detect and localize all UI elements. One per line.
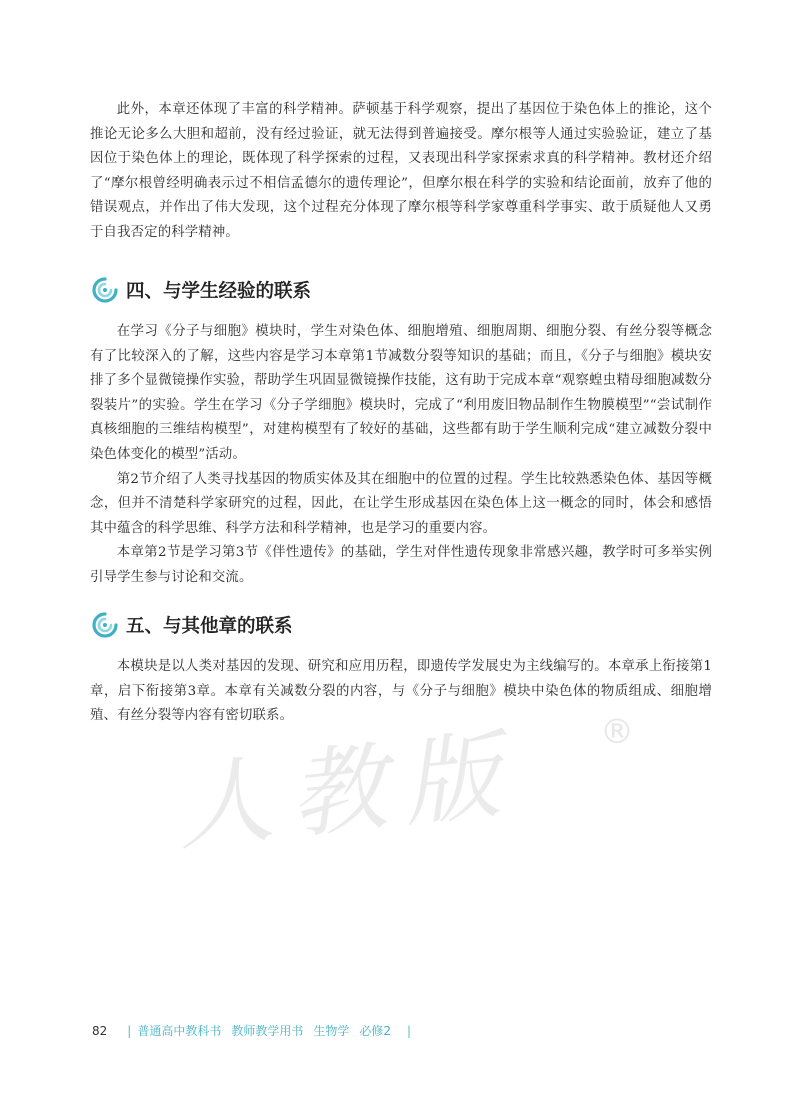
section-4-text	[90, 320, 712, 591]
section-heading-5	[92, 612, 293, 638]
watermark: 人教版	[170, 717, 523, 865]
section-5-text	[90, 655, 712, 729]
footer-crumb: 教师教学用书	[231, 1024, 304, 1038]
footer-crumb: 生物学	[313, 1024, 350, 1038]
section-title: 四、与学生经验的联系	[126, 281, 312, 302]
swirl-icon	[92, 612, 118, 638]
page-number: 82	[92, 1023, 108, 1038]
paragraph: 此外，本章还体现了丰富的科学精神。萨顿基于科学观察，提出了基因位于染色体上的推论，这个推论无论多么大胆和超前，没有经过验证，就无法得到普遍接受。摩尔根等人通过实验验证，建立了基因位于染色体上的理论，既体现了科学探索的过程，又表现出科学家探索求真的科学精神。教材还介绍了“摩尔根曾经明确表示过不相信孟德尔的遗传理论”，但摩尔根在科学的实验和结论面前，放弃了他的错误观点，并作出了伟大发现，这个过程充分体现了摩尔根等科学家尊重科学事实、敢于质疑他人又勇于自我否定的科学精神。	[90, 102, 712, 240]
footer-divider: |	[127, 1023, 132, 1038]
section-heading-4	[92, 277, 311, 303]
watermark-registered-mark: ®	[600, 712, 634, 752]
paragraph: 在学习《分子与细胞》模块时，学生对染色体、细胞增殖、细胞周期、细胞分裂、有丝分裂等概念有了比较深入的了解，这些内容是学习本章第1节减数分裂等知识的基础；而且，《分子与细胞》模块安排了多个显微镜操作实验，帮助学生巩固显微镜操作技能，这有助于完成本章“观察蝗虫精母细胞减数分裂装片”的实验。学生在学习《分子学细胞》模块时，完成了“利用废旧物品制作生物膜模型”“尝试制作真核细胞的三维结构模型”，对建构模型有了较好的基础，这些都有助于学生顺利完成“建立减数分裂中染色体变化的模型”活动。	[90, 324, 712, 462]
page-footer	[92, 1022, 417, 1039]
paragraph: 本模块是以人类对基因的发现、研究和应用历程，即遗传学发展史为主线编写的。本章承上衔接第1章，启下衔接第3章。本章有关减数分裂的内容，与《分子与细胞》模块中染色体的物质组成、细胞增殖、有丝分裂等内容有密切联系。	[90, 659, 712, 724]
footer-crumb: 普通高中教科书	[137, 1024, 222, 1038]
intro-text	[90, 98, 712, 246]
paragraph: 本章第2节是学习第3节《伴性遗传》的基础，学生对伴性遗传现象非常感兴趣，教学时可多举实例引导学生参与讨论和交流。	[90, 545, 712, 585]
paragraph: 第2节介绍了人类寻找基因的物质实体及其在细胞中的位置的过程。学生比较熟悉染色体、基因等概念，但并不清楚科学家研究的过程，因此，在让学生形成基因在染色体上这一概念的同时，体会和感悟其中蕴含的科学思维、科学方法和科学精神，也是学习的重要内容。	[90, 471, 712, 536]
footer-crumb: 必修2	[359, 1024, 392, 1038]
footer-divider: |	[407, 1023, 412, 1038]
section-title: 五、与其他章的联系	[126, 616, 293, 637]
swirl-icon	[92, 277, 118, 303]
